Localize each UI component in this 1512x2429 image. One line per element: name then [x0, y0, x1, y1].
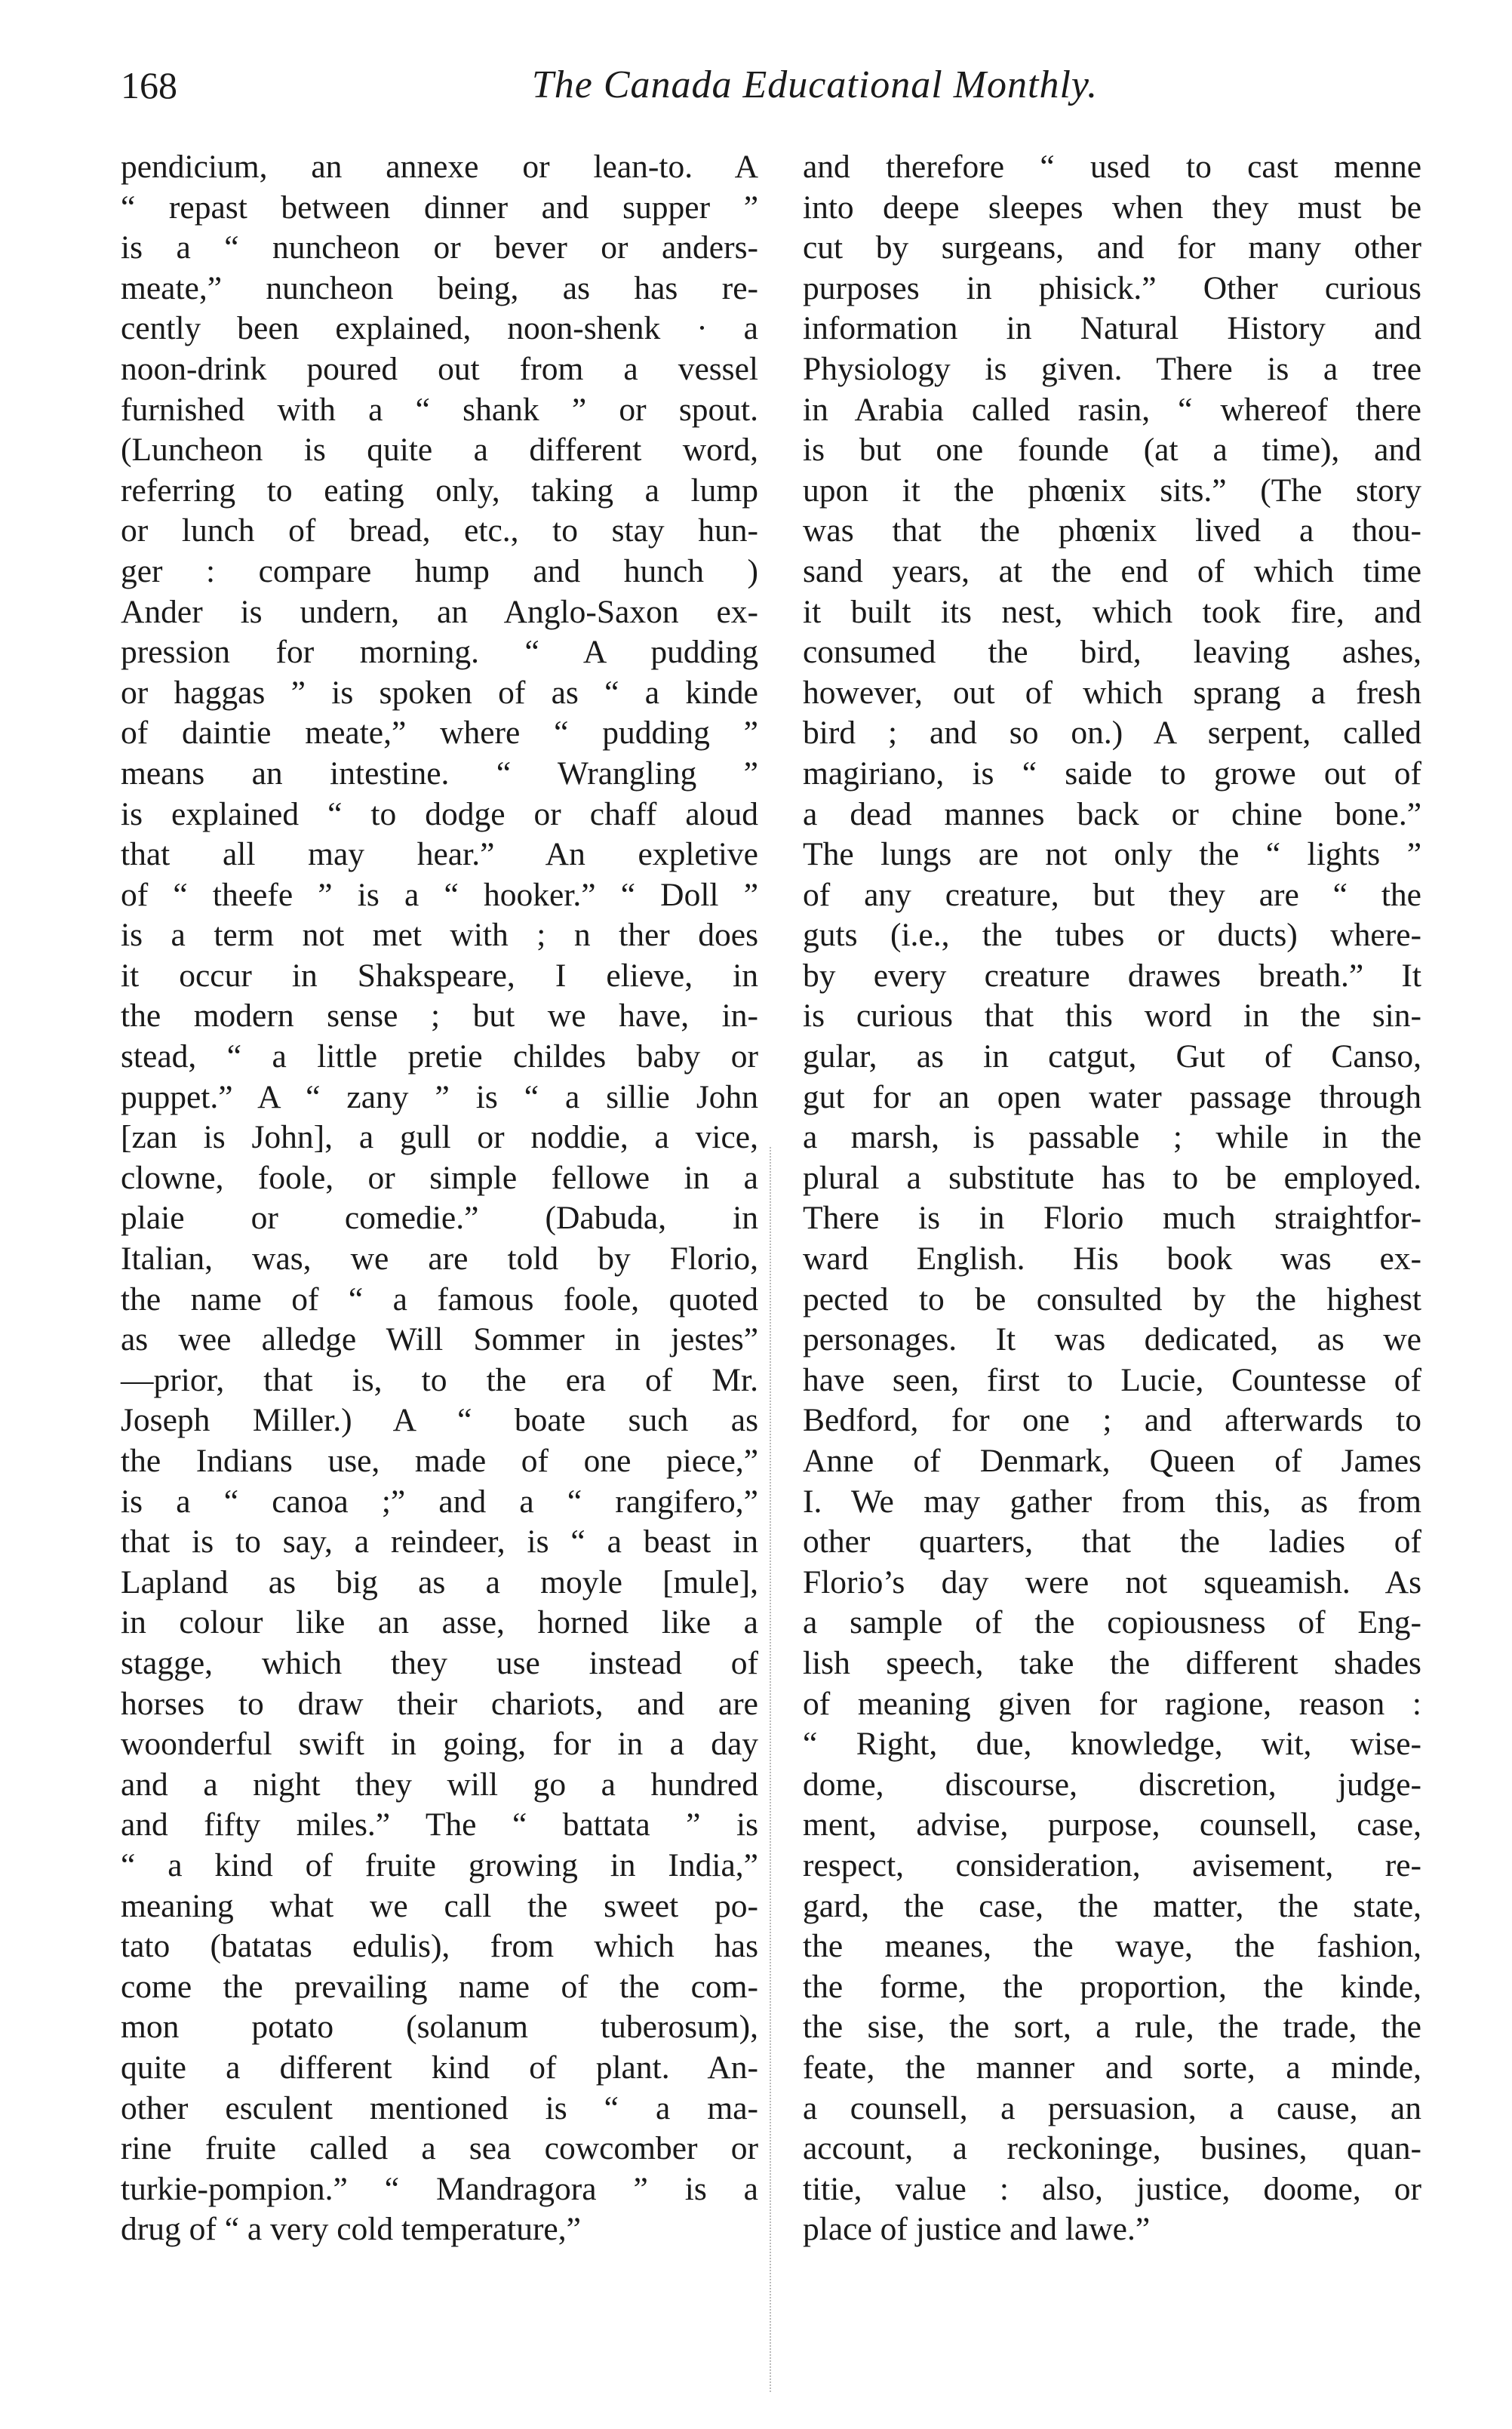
- text-line: a counsell, a persuasion, a cause, an: [803, 2089, 1421, 2126]
- text-line: the modern sense ; but we have, in-: [121, 998, 758, 1035]
- text-line: bird ; and so on.) A serpent, called: [803, 715, 1421, 752]
- text-line: consumed the bird, leaving ashes,: [803, 634, 1421, 671]
- text-line: is a “ nuncheon or bever or anders-: [121, 229, 758, 266]
- text-line: Ander is undern, an Anglo-Saxon ex-: [121, 593, 758, 630]
- text-line: horses to draw their chariots, and are: [121, 1685, 758, 1722]
- text-line: was that the phœnix lived a thou-: [803, 512, 1421, 549]
- text-line: mon potato (solanum tuberosum),: [121, 2009, 758, 2046]
- text-line: “ Right, due, knowledge, wit, wise-: [803, 1726, 1421, 1763]
- text-line: as wee alledge Will Sommer in jestes”: [121, 1321, 758, 1358]
- text-line: referring to eating only, taking a lump: [121, 472, 758, 509]
- text-line: other esculent mentioned is “ a ma-: [121, 2089, 758, 2126]
- text-line: of “ theefe ” is a “ hooker.” “ Doll ”: [121, 876, 758, 913]
- text-line: the forme, the proportion, the kinde,: [803, 1968, 1421, 2005]
- text-line: magiriano, is “ saide to growe out of: [803, 755, 1421, 792]
- text-line: ment, advise, purpose, counsell, case,: [803, 1806, 1421, 1843]
- column-divider: [770, 1147, 773, 2392]
- text-line: puppet.” A “ zany ” is “ a sillie John: [121, 1078, 758, 1115]
- text-line: meate,” nuncheon being, as has re-: [121, 269, 758, 306]
- text-line: in colour like an asse, horned like a: [121, 1604, 758, 1641]
- text-line: woonderful swift in going, for in a day: [121, 1726, 758, 1763]
- text-line: stagge, which they use instead of: [121, 1644, 758, 1681]
- text-line: dome, discourse, discretion, judge-: [803, 1766, 1421, 1803]
- text-line: or haggas ” is spoken of as “ a kinde: [121, 674, 758, 711]
- text-line: of daintie meate,” where “ pudding ”: [121, 715, 758, 752]
- text-line: plural a substitute has to be employed.: [803, 1159, 1421, 1196]
- text-line: “ repast between dinner and supper ”: [121, 189, 758, 226]
- running-title: The Canada Educational Monthly.: [531, 63, 1099, 106]
- text-line: clowne, foole, or simple fellowe in a: [121, 1159, 758, 1196]
- text-line: ger : compare hump and hunch ): [121, 552, 758, 589]
- text-line: and therefore “ used to cast menne: [803, 149, 1421, 185]
- text-line: sand years, at the end of which time: [803, 552, 1421, 589]
- text-line: cently been explained, noon-shenk · a: [121, 310, 758, 347]
- text-line: by every creature drawes breath.” It: [803, 957, 1421, 994]
- text-line: cut by surgeans, and for many other: [803, 229, 1421, 266]
- page-number: 168: [121, 64, 177, 106]
- text-line: however, out of which sprang a fresh: [803, 674, 1421, 711]
- text-line: have seen, first to Lucie, Countesse of: [803, 1361, 1421, 1398]
- text-line: or lunch of bread, etc., to stay hun-: [121, 512, 758, 549]
- text-line: is a “ canoa ;” and a “ rangifero,”: [121, 1483, 758, 1520]
- text-line: Joseph Miller.) A “ boate such as: [121, 1402, 758, 1439]
- text-line: is a term not met with ; n ther does: [121, 917, 758, 954]
- text-line: lish speech, take the different shades: [803, 1644, 1421, 1681]
- text-line: the meanes, the waye, the fashion,: [803, 1928, 1421, 1965]
- text-line: drug of “ a very cold temperature,”: [121, 2211, 581, 2248]
- text-line: information in Natural History and: [803, 310, 1421, 347]
- text-line: The lungs are not only the “ lights ”: [803, 836, 1421, 873]
- text-line: turkie-pompion.” “ Mandragora ” is a: [121, 2170, 758, 2207]
- text-line: quite a different kind of plant. An-: [121, 2049, 758, 2086]
- text-line: tato (batatas edulis), from which has: [121, 1928, 758, 1965]
- text-line: account, a reckoninge, busines, quan-: [803, 2130, 1421, 2167]
- text-line: place of justice and lawe.”: [803, 2211, 1151, 2248]
- text-line: that is to say, a reindeer, is “ a beast in: [121, 1524, 758, 1560]
- text-line: —prior, that is, to the era of Mr.: [121, 1361, 758, 1398]
- text-line: pendicium, an annexe or lean-to. A: [121, 149, 758, 185]
- text-line: the sise, the sort, a rule, the trade, the: [803, 2009, 1421, 2046]
- text-line: meaning what we call the sweet po-: [121, 1887, 758, 1924]
- text-line: it occur in Shakspeare, I elieve, in: [121, 957, 758, 994]
- text-line: gard, the case, the matter, the state,: [803, 1887, 1421, 1924]
- text-line: Physiology is given. There is a tree: [803, 350, 1421, 387]
- text-line: (Luncheon is quite a different word,: [121, 432, 758, 469]
- text-line: and a night they will go a hundred: [121, 1766, 758, 1803]
- text-line: a marsh, is passable ; while in the: [803, 1119, 1421, 1156]
- text-line: stead, “ a little pretie childes baby or: [121, 1038, 758, 1075]
- left-column: [121, 147, 758, 2250]
- text-line: the Indians use, made of one piece,”: [121, 1443, 758, 1479]
- text-line: of any creature, but they are “ the: [803, 876, 1421, 913]
- text-line: means an intestine. “ Wrangling ”: [121, 755, 758, 792]
- text-line: that all may hear.” An expletive: [121, 836, 758, 873]
- text-line: other quarters, that the ladies of: [803, 1524, 1421, 1560]
- text-line: There is in Florio much straightfor-: [803, 1200, 1421, 1237]
- text-line: it built its nest, which took fire, and: [803, 593, 1421, 630]
- text-line: into deepe sleepes when they must be: [803, 189, 1421, 226]
- text-line: Anne of Denmark, Queen of James: [803, 1443, 1421, 1479]
- text-line: come the prevailing name of the com-: [121, 1968, 758, 2005]
- text-line: Florio’s day were not squeamish. As: [803, 1563, 1421, 1600]
- right-column: [803, 147, 1421, 2250]
- text-line: and fifty miles.” The “ battata ” is: [121, 1806, 758, 1843]
- text-line: feate, the manner and sorte, a minde,: [803, 2049, 1421, 2086]
- text-line: noon-drink poured out from a vessel: [121, 350, 758, 387]
- running-header: [121, 59, 1388, 119]
- text-line: Italian, was, we are told by Florio,: [121, 1241, 758, 1278]
- text-line: is but one founde (at a time), and: [803, 432, 1421, 469]
- text-line: “ a kind of fruite growing in India,”: [121, 1846, 758, 1883]
- text-line: ward English. His book was ex-: [803, 1241, 1421, 1278]
- text-line: pected to be consulted by the highest: [803, 1281, 1421, 1318]
- text-line: is explained “ to dodge or chaff aloud: [121, 795, 758, 832]
- text-line: in Arabia called rasin, “ whereof there: [803, 391, 1421, 428]
- text-line: a dead mannes back or chine bone.”: [803, 795, 1421, 832]
- text-line: is curious that this word in the sin-: [803, 998, 1421, 1035]
- text-line: Lapland as big as a moyle [mule],: [121, 1563, 758, 1600]
- text-line: [zan is John], a gull or noddie, a vice,: [121, 1119, 758, 1156]
- text-line: I. We may gather from this, as from: [803, 1483, 1421, 1520]
- text-line: upon it the phœnix sits.” (The story: [803, 472, 1421, 509]
- text-line: rine fruite called a sea cowcomber or: [121, 2130, 758, 2167]
- text-line: personages. It was dedicated, as we: [803, 1321, 1421, 1358]
- text-line: respect, consideration, avisement, re-: [803, 1846, 1421, 1883]
- text-line: purposes in phisick.” Other curious: [803, 269, 1421, 306]
- text-line: guts (i.e., the tubes or ducts) where-: [803, 917, 1421, 954]
- text-line: pression for morning. “ A pudding: [121, 634, 758, 671]
- text-line: the name of “ a famous foole, quoted: [121, 1281, 758, 1318]
- text-line: gut for an open water passage through: [803, 1078, 1421, 1115]
- text-line: Bedford, for one ; and afterwards to: [803, 1402, 1421, 1439]
- text-line: a sample of the copiousness of Eng-: [803, 1604, 1421, 1641]
- text-line: furnished with a “ shank ” or spout.: [121, 391, 758, 428]
- text-line: plaie or comedie.” (Dabuda, in: [121, 1200, 758, 1237]
- text-line: titie, value : also, justice, doome, or: [803, 2170, 1421, 2207]
- text-line: of meaning given for ragione, reason :: [803, 1685, 1421, 1722]
- text-line: gular, as in catgut, Gut of Canso,: [803, 1038, 1421, 1075]
